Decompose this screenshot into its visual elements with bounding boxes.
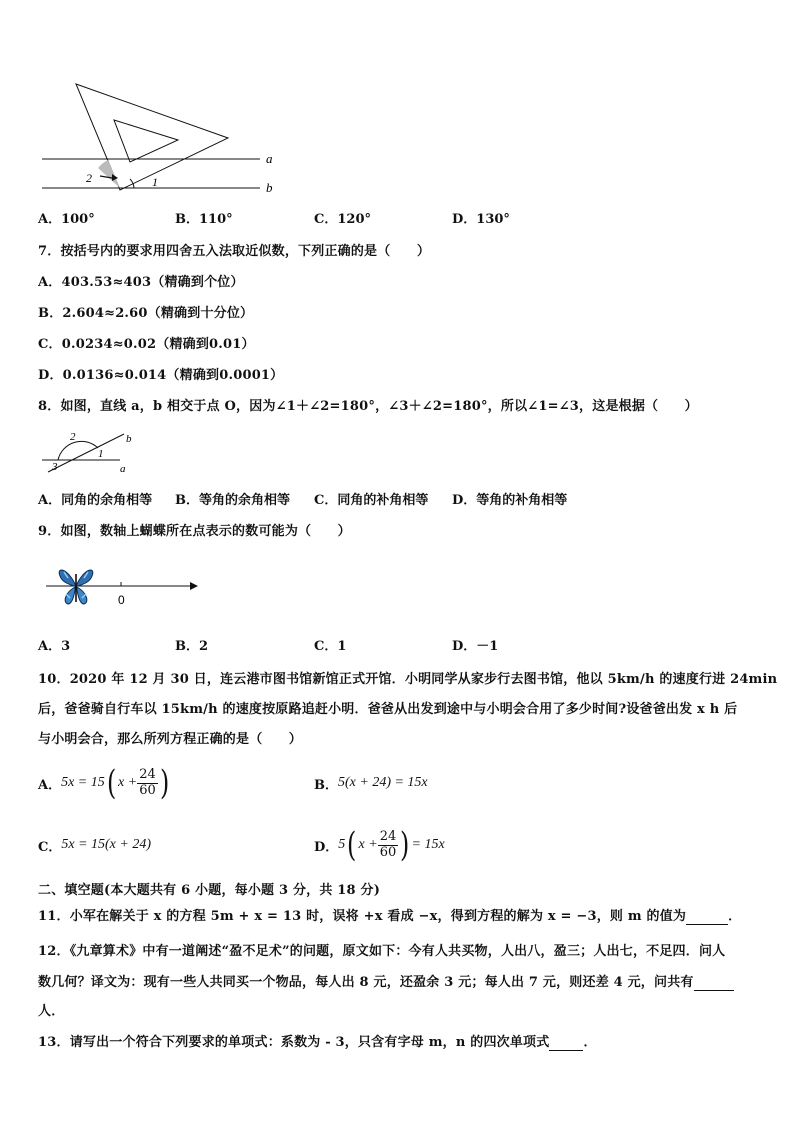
q10-option-d-coef: 5 xyxy=(338,837,346,852)
q13-text: 13．请写出一个符合下列要求的单项式：系数为 - 3，只含有字母 m，n 的四次单项式 xyxy=(38,1035,550,1050)
label-zero: 0 xyxy=(118,593,125,607)
q10-option-b-equation: 5(x + 24) = 15x xyxy=(338,775,428,790)
q6-option-d[interactable]: D．130° xyxy=(452,212,510,227)
q12-line2-text: 数几何？译文为：现有一些人共同买一个物品，每人出 8 元，还盈余 3 元；每人出 7 元，则还差 4 元，问共有 xyxy=(38,975,694,990)
q10-option-c-label: C． xyxy=(38,839,62,855)
q12-line1: 12．《九章算术》中有一道阐述“盈不足术”的问题，原文如下：今有人共买物，人出八，盈三；人出七，不足四．问人 xyxy=(38,944,726,959)
q11-text: 11．小军在解关于 x 的方程 5m + x = 13 时，误将 +x 看成 −x，得到方程的解为 x = −3，则 m 的值为 xyxy=(38,909,687,924)
q10-stem-line2: 后，爸爸骑自行车以 15km/h 的速度按原路追赶小明．爸爸从出发到途中与小明会合用了多少时间?设爸爸出发 x h 后 xyxy=(38,702,738,717)
q10-option-a-label: A． xyxy=(38,777,62,793)
right-paren-icon: ) xyxy=(400,825,410,865)
q8-option-b[interactable]: B．等角的余角相等 xyxy=(175,493,290,508)
q10-option-d-label: D． xyxy=(314,839,339,855)
q10-option-a-x: x + xyxy=(118,775,138,790)
q10-option-b[interactable] xyxy=(314,760,428,806)
q10-option-a[interactable] xyxy=(38,760,171,806)
label-angle2: 2 xyxy=(70,431,76,443)
right-paren-icon: ) xyxy=(159,763,170,803)
q8-figure xyxy=(38,424,148,476)
line-b xyxy=(48,434,124,472)
denominator: 60 xyxy=(139,782,156,798)
q10-option-d-x: x + xyxy=(358,837,378,852)
q10-option-c-equation: 5x = 15(x + 24) xyxy=(61,837,152,852)
numerator: 24 xyxy=(139,767,156,783)
label-b: b xyxy=(126,433,132,445)
triangle-inner xyxy=(114,120,178,162)
q10-option-d[interactable] xyxy=(314,822,445,868)
q11-end: ． xyxy=(728,909,742,924)
q9-figure xyxy=(44,562,204,612)
q9-option-c[interactable]: C．1 xyxy=(314,639,347,654)
numerator: 24 xyxy=(379,829,397,845)
label-b: b xyxy=(266,180,273,195)
label-angle2: 2 xyxy=(86,171,92,185)
q11 xyxy=(38,905,741,925)
q10-option-d-fraction xyxy=(378,830,399,860)
q6-option-c[interactable]: C．120° xyxy=(314,212,371,227)
q10-stem-line3: 与小明会合，那么所列方程正确的是（ ） xyxy=(38,732,303,747)
q8-option-d[interactable]: D．等角的补角相等 xyxy=(452,493,568,508)
q13-answer-blank[interactable] xyxy=(549,1035,583,1051)
q6-option-b[interactable]: B．110° xyxy=(175,212,233,227)
denominator: 60 xyxy=(379,844,397,860)
q11-answer-blank[interactable] xyxy=(686,909,728,925)
q7-option-c[interactable]: C．0.0234≈0.02（精确到0.01） xyxy=(38,337,255,352)
q8-option-c[interactable]: C．同角的补角相等 xyxy=(314,493,429,508)
q9-option-a[interactable]: A．3 xyxy=(38,639,71,654)
q10-option-a-fraction xyxy=(137,768,158,798)
left-paren-icon: ( xyxy=(347,825,357,865)
q12-line2 xyxy=(38,971,734,991)
q10-option-c[interactable] xyxy=(38,822,151,868)
section2-title: 二、填空题(本大题共有 6 小题，每小题 3 分，共 18 分) xyxy=(38,883,381,898)
label-angle1: 1 xyxy=(98,448,104,460)
butterfly-icon xyxy=(59,570,93,604)
angle2-shade xyxy=(98,160,120,188)
q10-option-b-label: B． xyxy=(314,777,338,793)
q9-option-d[interactable]: D．－1 xyxy=(452,639,499,654)
q13 xyxy=(38,1031,597,1051)
angle1-arc xyxy=(130,179,134,188)
label-angle1: 1 xyxy=(152,175,158,189)
q7-option-d[interactable]: D．0.0136≈0.014（精确到0.0001） xyxy=(38,368,284,383)
q7-option-b[interactable]: B．2.604≈2.60（精确到十分位） xyxy=(38,306,254,321)
left-paren-icon: ( xyxy=(106,763,117,803)
q8-stem: 8．如图，直线 a，b 相交于点 O，因为∠1＋∠2=180°，∠3＋∠2=180°，所以∠1=∠3，这是根据（ ） xyxy=(38,399,698,414)
label-a: a xyxy=(120,463,126,475)
q10-option-a-lhs: 5x = 15 xyxy=(61,775,105,790)
q10-option-d-rhs: = 15x xyxy=(411,837,445,852)
label-a: a xyxy=(266,151,273,166)
q8-option-a[interactable]: A．同角的余角相等 xyxy=(38,493,153,508)
q12-answer-blank[interactable] xyxy=(694,975,734,991)
q7-stem: 7．按括号内的要求用四舍五入法取近似数，下列正确的是（ ） xyxy=(38,244,431,259)
q7-option-a[interactable]: A．403.53≈403（精确到个位） xyxy=(38,275,244,290)
q6-option-a[interactable]: A．100° xyxy=(38,212,95,227)
q10-stem-line1: 10．2020 年 12 月 30 日，连云港市图书馆新馆正式开馆．小明同学从家步行去图书馆，他以 5km/h 的速度行进 24min xyxy=(38,672,778,687)
q6-figure xyxy=(38,80,288,200)
q9-option-b[interactable]: B．2 xyxy=(175,639,209,654)
q9-stem: 9．如图，数轴上蝴蝶所在点表示的数可能为（ ） xyxy=(38,524,351,539)
arrow-icon xyxy=(190,582,198,590)
q12-line3: 人． xyxy=(38,1004,65,1019)
label-angle3: 3 xyxy=(52,461,58,473)
q13-end: ． xyxy=(583,1035,597,1050)
